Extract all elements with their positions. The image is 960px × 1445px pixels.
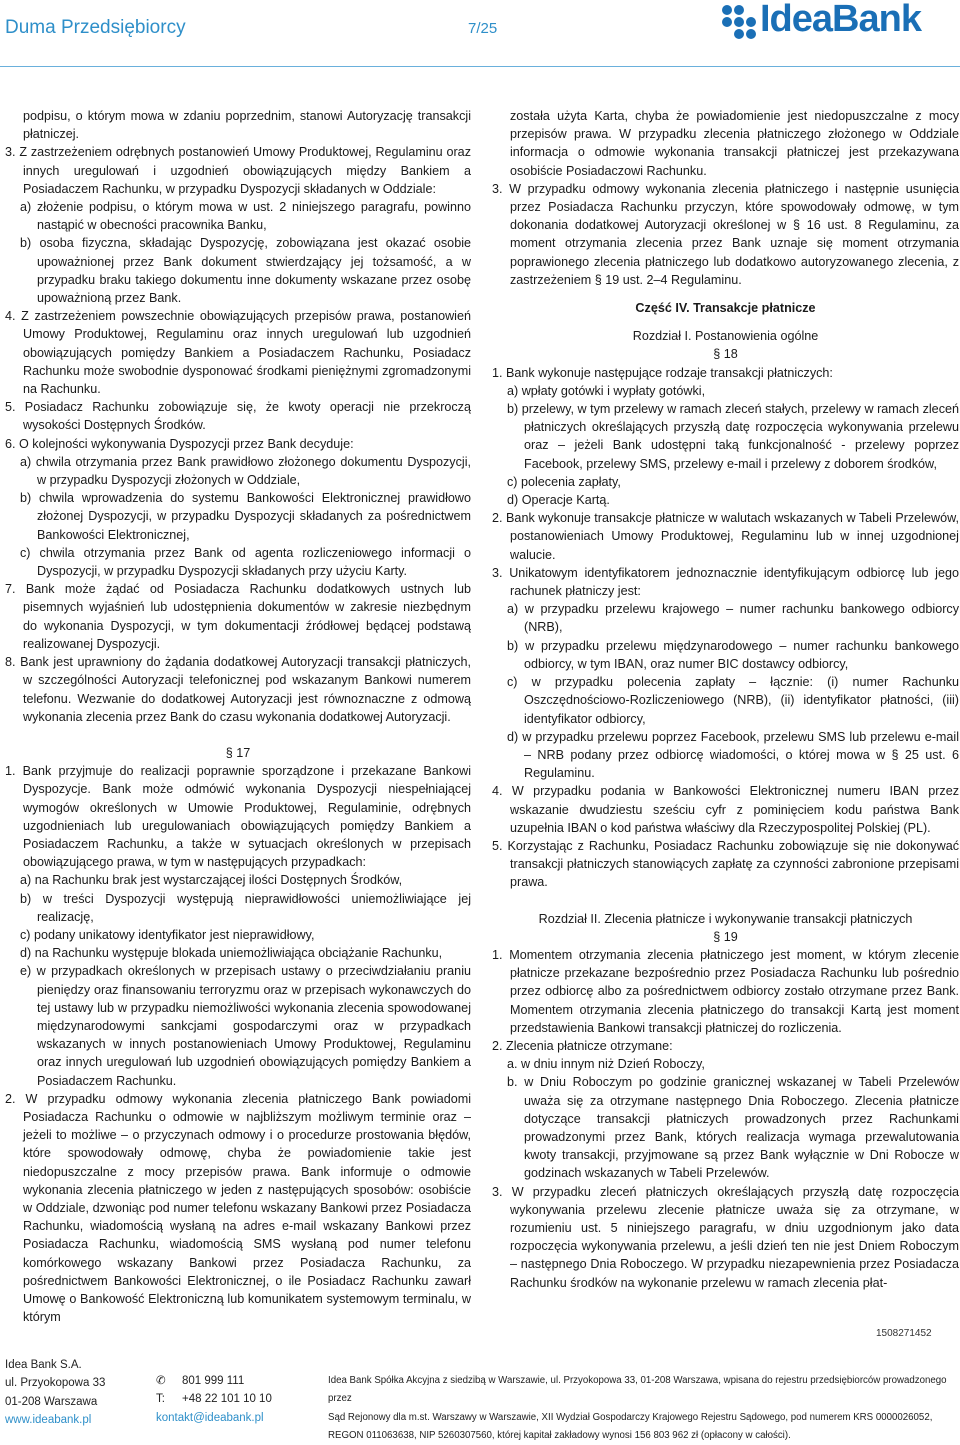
legal-line: Idea Bank Spółka Akcyjna z siedzibą w Warszawie, ul. Przyokopowa 33, 01-208 Warszawa, wpisana do rejestru przedsiębiorców prowadzonego przez: [328, 1375, 947, 1405]
left-column: [5, 107, 471, 1326]
part-heading: Część IV. Transakcje płatnicze: [635, 301, 816, 316]
idea-bank-logo: [722, 2, 958, 42]
list-item: 8. Bank jest uprawniony do żądania dodatkowej Autoryzacji transakcji płatniczych, w szczególności Autoryzacji telefonicznej pod wskazanym Bankowi numerem telefonu. Wezwanie do dodatkowej Autoryzacji jest równoznaczne z odmową wykonania zlecenia przez Bank do czasu wykonania dodatkowej Autoryzacji.: [5, 655, 471, 724]
phone-number: 801 999 111: [182, 1375, 245, 1387]
city: 01-208 Warszawa: [5, 1395, 98, 1408]
list-item: 3. W przypadku zleceń płatniczych określających przyszłą datę rozpoczęcia wykonywania przelewu zlecenie płatnicze uważa się za otrzymane, w rozumieniu ust. 5 niniejszego paragrafu, w dniu uzgodnionym jako data rozpoczęcia wykonywania przelewu, a jeśli dzień ten nie jest Dniem Roboczym – następnego Dnia Roboczego. W przypadku niezapewnienia przez Posiadacza Rachunku środków na wykonanie przelewu w ramach zlecenia płat-: [492, 1184, 959, 1290]
list-item: 3. W przypadku odmowy wykonania zlecenia płatniczego i następnie usunięcia przez Posiadacza Rachunku przyczyn, które spowodowały odmowę, w tym dokonania dodatkowej Autoryzacji określonej w § 16 ust. 8 Regulaminu, za moment otrzymania zlecenia przez Bank uznaje się moment otrzymania poprawionego zlecenia płatniczego lub dodatkowo autoryzowanego zlecenia, z zastrzeżeniem § 19 ust. 2–4 Regulaminu.: [492, 181, 959, 287]
footer-address: [5, 1356, 105, 1429]
page-number: 7/25: [468, 20, 498, 37]
chapter-heading: Rozdział I. Postanowienia ogólne: [632, 329, 819, 344]
list-item: c) chwila otrzymania przez Bank od agenta rozliczeniowego informacji o Dyspozycji, w przypadku Dyspozycji składanych przy użyciu Karty.: [20, 545, 471, 579]
footer-legal: [328, 1372, 958, 1445]
list-item: b) w przypadku przelewu międzynarodowego – numer rachunku bankowego odbiorcy, w tym IBAN, oraz numer BIC dostawcy odbiorcy,: [507, 638, 959, 671]
list-item: c) polecenia zapłaty,: [507, 474, 621, 489]
list-item: b) osoba fizyczna, składając Dyspozycję, zobowiązana jest okazać osobie upoważnionej przez Bank dokument stwierdzający jej tożsamość, a w przypadku braku takiego dokumentu inne dokumenty wskazane przez osobę upoważnioną przez Bank.: [20, 236, 471, 306]
list-item: 5. Korzystając z Rachunku, Posiadacz Rachunku zobowiązuje się nie dokonywać transakcji płatniczych stanowiących zapłatę za czynności zabronione przepisami prawa.: [492, 838, 959, 890]
street: ul. Przyokopowa 33: [5, 1377, 106, 1390]
list-item: 2. Zlecenia płatnicze otrzymane:: [492, 1038, 673, 1053]
list-item: b) przelewy, w tym przelewy w ramach zleceń stałych, przelewy w ramach zleceń płatniczych określających przyszłą datę rozpoczęcia wykonywania przelewu oraz – jeżeli Bank udostępni taką funkcjonalność - przelewy poprzez Facebook, przelewy SMS, przelewy e-mail i przelewy z doborem środków,: [507, 402, 959, 471]
list-item: 6. O kolejności wykonywania Dyspozycji przez Bank decyduje:: [5, 436, 354, 451]
list-item: a) w przypadku przelewu krajowego – numer rachunku bankowego odbiorcy (NRB),: [507, 602, 959, 635]
list-item: a) na Rachunku brak jest wystarczającej ilości Dostępnych Środków,: [20, 873, 403, 888]
list-item: a) złożenie podpisu, o którym mowa w ust. 2 niniejszego paragrafu, powinno nastąpić w obecności pracownika Banku,: [20, 200, 471, 233]
logo-dots-icon: [722, 5, 756, 39]
document-title: Duma Przedsiębiorcy: [5, 17, 186, 38]
logo-wordmark: IdeaBank: [760, 0, 921, 40]
header-divider: [0, 66, 960, 67]
list-item: c) podany unikatowy identyfikator jest nieprawidłowy,: [20, 927, 315, 942]
tel-number: +48 22 101 10 10: [182, 1393, 272, 1406]
list-item: 2. Bank wykonuje transakcje płatnicze w walutach wskazanych w Tabeli Przelewów, postanowieniach Umowy Produktowej, Regulaminu lub w innej uzgodnionej walucie.: [492, 511, 959, 562]
list-item: e) w przypadkach określonych w przepisach ustawy o przeciwdziałaniu praniu pieniędzy oraz finansowaniu terroryzmu oraz w przepisach wykonawczych do tej ustawy lub w przypadku niemożliwości wykonania zlecenia spowodowanej międzynarodowymi sankcjami gospodarczymi oraz w przypadkach wskazanych w innych postanowieniach Umowy Produktowej, Regulaminu oraz innych uregulowań lub uzgodnień obowiązujących pomiędzy Bankiem a Posiadaczem Rachunku.: [20, 964, 471, 1088]
paragraph: została użyta Karta, chyba że powiadomienie jest niedopuszczalne z mocy przepisów prawa. W przypadku zlecenia płatniczego złożonego w Oddziale informacja o odmowie wykonania transakcji płatniczej jest przekazywana osobiście Posiadaczowi Rachunku.: [510, 109, 959, 178]
phone-icon: ✆: [156, 1375, 166, 1387]
email-link[interactable]: kontakt@ideabank.pl: [156, 1411, 264, 1424]
website-link[interactable]: www.ideabank.pl: [5, 1413, 92, 1426]
list-item: a) chwila otrzymania przez Bank prawidłowo złożonego dokumentu Dyspozycji, w przypadku Dyspozycji złożonych w Oddziale,: [20, 454, 471, 488]
company-name: Idea Bank S.A.: [5, 1359, 82, 1371]
chapter-heading: Rozdział II. Zlecenia płatnicze i wykonywanie transakcji płatniczych: [538, 911, 913, 926]
list-item: 4. Z zastrzeżeniem powszechnie obowiązujących przepisów prawa, postanowień Umowy Produktowej, Regulaminu oraz innych uregulowań lub uzgodnień obowiązujących pomiędzy Bankiem a Posiadaczem Rachunku, Posiadacz Rachunku może swobodnie dysponować środkami pieniężnymi zgromadzonymi na Rachunku.: [5, 309, 471, 397]
list-item: c) w przypadku polecenia zapłaty – łącznie: (i) numer Rachunku Oszczędnościowo-Rozliczeniowego (NRB), (ii) identyfikator płatności, (iii) identyfikator odbiorcy,: [507, 675, 959, 726]
legal-line: REGON 011063638, NIP 5260307560, której kapitał zakładowy wynosi 156 803 962 zł (opłacony w całości).: [328, 1429, 791, 1441]
list-item: 5. Posiadacz Rachunku zobowiązuje się, że kwoty operacji nie przekroczą wysokości Dostępnych Środków.: [5, 400, 471, 433]
list-item: 7. Bank może żądać od Posiadacza Rachunku dodatkowych ustnych lub pisemnych wyjaśnień lub udostępnienia dokumentów w zakresie niezbędnym do wykonania Dyspozycji, w tym dokumentacji źródłowej będącej podstawą realizowanej Dyspozycji.: [5, 582, 471, 651]
list-item: d) w przypadku przelewu poprzez Facebook, przelewu SMS lub przelewu e-mail – NRB podany przez odbiorcę wiadomości, o której mowa w § 25 ust. 6 Regulaminu.: [507, 729, 959, 781]
list-item: d) Operacje Kartą.: [507, 493, 610, 508]
right-column: [492, 107, 959, 1292]
list-item: 3. Z zastrzeżeniem odrębnych postanowień Umowy Produktowej, Regulaminu oraz innych uregulowań i uzgodnień obowiązujących między Bankiem a Posiadaczem Rachunku, w przypadku Dyspozycji składanych w Oddziale:: [5, 145, 471, 196]
list-item: a) wpłaty gotówki i wypłaty gotówki,: [507, 383, 706, 398]
tel-label: T:: [156, 1393, 165, 1406]
section-heading: § 18: [713, 347, 738, 362]
section-heading: § 19: [713, 929, 738, 944]
list-item: 3. Unikatowym identyfikatorem jednoznacznie identyfikującym odbiorcę lub jego rachunek płatniczy jest:: [492, 565, 959, 599]
paragraph: podpisu, o którym mowa w zdaniu poprzednim, stanowi Autoryzację transakcji płatniczej.: [23, 109, 471, 142]
list-item: a. w dniu innym niż Dzień Roboczy,: [507, 1057, 705, 1072]
footer-contact: [156, 1372, 272, 1427]
legal-line: Sąd Rejonowy dla m.st. Warszawy w Warszawie, XII Wydział Gospodarczy Krajowego Rejestru Sądowego, pod numerem KRS 0000026052,: [328, 1411, 933, 1423]
document-code: 1508271452: [876, 1328, 932, 1339]
list-item: 1. Momentem otrzymania zlecenia płatniczego jest moment, w którym zlecenie płatnicze przekazane bezpośrednio przez Posiadacza Rachunku lub pośrednio przez odbiorcę albo za pośrednictwem odbiorcy zostało otrzymane przez Bank. Momentem otrzymania zlecenia płatniczego do transakcji Kartą jest moment przedstawienia Bankowi transakcji płatniczej do rozliczenia.: [492, 947, 959, 1035]
list-item: 1. Bank wykonuje następujące rodzaje transakcji płatniczych:: [492, 365, 833, 380]
list-item: d) na Rachunku występuje blokada uniemożliwiająca obciążanie Rachunku,: [20, 946, 443, 961]
list-item: b) chwila wprowadzenia do systemu Bankowości Elektronicznej prawidłowo złożonej Dyspozycji, w przypadku Dyspozycji składanych za pośrednictwem Bankowości Elektronicznej,: [20, 491, 471, 542]
list-item: 1. Bank przyjmuje do realizacji poprawnie sporządzone i przekazane Bankowi Dyspozycje. Bank może odmówić wykonania Dyspozycji niespełniającej wymogów określonych w Umowie Produktowej, Regulaminie, odrębnych uzgodnieniach lub uregulowaniach obowiązujących pomiędzy Bankiem a Posiadaczem Rachunku, a także w sytuacjach określonych w przepisach obowiązującego prawa, w tym w następujących przypadkach:: [5, 764, 471, 870]
list-item: b. w Dniu Roboczym po godzinie granicznej wskazanej w Tabeli Przelewów uważa się za otrzymane następnego Dnia Roboczego. Zlecenia płatnicze dotyczące transakcji płatniczych prowadzonych przez Rachunkami prowadzonymi przez Bank, których realizacja wymaga przewalutowania kwoty transakcji, przyjmowane są przez Bank wyłącznie w Dni Robocze w godzinach wskazanych w Tabeli Przelewów.: [507, 1075, 959, 1181]
section-heading: § 17: [225, 745, 251, 760]
list-item: 2. W przypadku odmowy wykonania zlecenia płatniczego Bank powiadomi Posiadacza Rachunku o odmowie w najbliższym możliwym terminie oraz – jeżeli to możliwe – o przyczynach odmowy i o procedurze prostowania błędów, które spowodowały odmowę, chyba że powiadomienie takie jest niedopuszczalne z mocy przepisów prawa. Bank informuje o odmowie wykonania zlecenia płatniczego w jeden z następujących sposobów: osobiście w Oddziale, dzwoniąc pod numer telefonu wskazany Bankowi przez Posiadacza Rachunku, wiadomością wysłaną na adres e-mail wskazany Bankowi przez Posiadacza Rachunku, wiadomością SMS wysłaną pod numer telefonu komórkowego wskazany Bankowi przez Posiadacza Rachunku, za pośrednictwem Bankowości Elektronicznej, o ile Posiadacz Rachunku zawarł Umowę o Bankowość Elektroniczną lub komunikatem systemowym terminalu, w którym: [5, 1091, 471, 1325]
list-item: b) w treści Dyspozycji występują nieprawidłowości uniemożliwiające jej realizację,: [20, 891, 471, 924]
list-item: 4. W przypadku podania w Bankowości Elektronicznej numeru IBAN przez wskazanie dwudziestu sześciu cyfr z pominięciem kodu państwa Bank uzupełnia IBAN o kod państwa właściwy dla Rzeczypospolitej Polskiej (PL).: [492, 784, 959, 835]
